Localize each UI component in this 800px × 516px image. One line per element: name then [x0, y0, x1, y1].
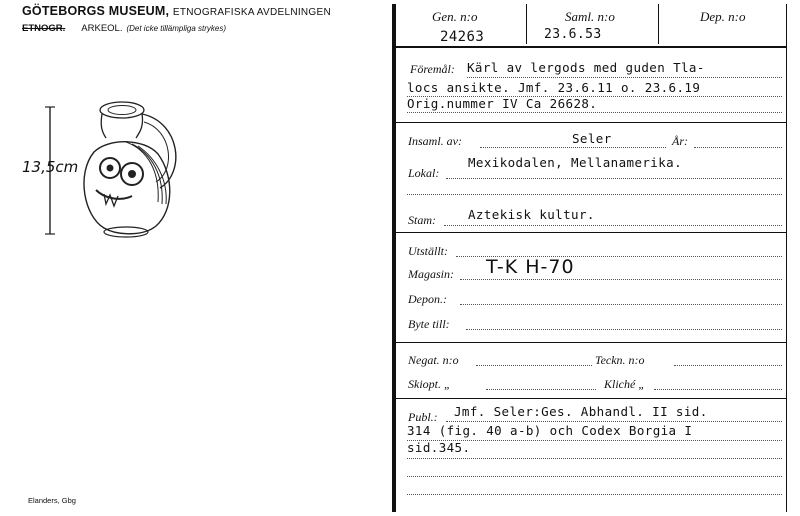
museum-heading [22, 4, 331, 18]
department-etnogr: ETNOGR. [22, 23, 66, 34]
teckn-dots [674, 365, 782, 366]
magasin-label: Magasin: [408, 267, 454, 281]
department-line [22, 23, 226, 34]
insaml-dots [480, 147, 666, 148]
foremal-dots-1 [467, 77, 782, 78]
insaml-label: Insaml. av: [408, 134, 462, 148]
foremal-rule [396, 122, 786, 123]
publ-dots-5 [407, 494, 782, 495]
lokal-label: Lokal: [408, 166, 440, 180]
utstallt-label: Utställt: [408, 244, 449, 258]
dep-number-label: Dep. n:o [700, 9, 746, 24]
saml-number-value: 23.6.53 [544, 27, 602, 42]
museum-department: ETNOGRAFISKA AVDELNINGEN [172, 7, 332, 18]
saml-number-label: Saml. n:o [565, 9, 615, 24]
foremal-line-2: locs ansikte. Jmf. 23.6.11 o. 23.6.19 [407, 80, 701, 95]
cliche-label: Kliché „ [604, 377, 645, 391]
skiopt-label: Skiopt. „ [408, 377, 451, 391]
negat-label: Negat. n:o [408, 353, 459, 367]
lokal-dots-2 [407, 194, 782, 195]
insaml-value: Seler [572, 131, 612, 146]
card-right-border [786, 4, 787, 512]
negat-dots [476, 365, 592, 366]
publ-line-2: 314 (fig. 40 a-b) och Codex Borgia I [407, 423, 693, 438]
publ-dots-4 [407, 476, 782, 477]
skiopt-dots [486, 389, 596, 390]
magasin-dots [460, 279, 782, 280]
publ-line-3: sid.345. [407, 440, 471, 455]
card-divider [392, 4, 396, 512]
stam-value: Aztekisk kultur. [468, 207, 595, 222]
byte-dots [466, 329, 782, 330]
foremal-line-1: Kärl av lergods med guden Tla- [467, 60, 705, 75]
magasin-value: T-K H-70 [486, 256, 575, 278]
publ-dots-3 [407, 458, 782, 459]
publ-label: Publ.: [408, 410, 438, 424]
stam-dots [444, 225, 782, 226]
lokal-dots-1 [446, 178, 782, 179]
height-measurement: 13,5cm [22, 158, 79, 176]
foremal-line-3: Orig.nummer IV Ca 26628. [407, 96, 598, 111]
ar-label: År: [672, 134, 688, 148]
header-rule [396, 46, 786, 48]
depon-dots [460, 304, 782, 305]
byte-rule [396, 342, 786, 343]
department-note: (Det icke tillämpliga strykes) [126, 24, 227, 33]
printer-credit: Elanders, Gbg [28, 496, 76, 505]
teckn-label: Teckn. n:o [595, 353, 645, 367]
gen-number-label: Gen. n:o [432, 9, 478, 24]
stam-rule [396, 232, 786, 233]
header-separator-1 [526, 4, 527, 44]
stam-label: Stam: [408, 213, 436, 227]
foremal-dots-3 [407, 112, 782, 113]
publ-line-1: Jmf. Seler:Ges. Abhandl. II sid. [454, 404, 708, 419]
cliche-dots [654, 389, 782, 390]
lokal-value: Mexikodalen, Mellanamerika. [468, 155, 682, 170]
museum-name: GÖTEBORGS MUSEUM, [22, 4, 170, 18]
department-arkeol: ARKEOL. [81, 23, 123, 34]
publ-dots-1 [446, 421, 782, 422]
gen-number-value: 24263 [440, 29, 485, 45]
depon-label: Depon.: [408, 292, 447, 306]
byte-label: Byte till: [408, 317, 450, 331]
foremal-label: Föremål: [410, 62, 455, 76]
header-separator-2 [658, 4, 659, 44]
skiopt-rule [396, 398, 786, 399]
ar-dots [694, 147, 782, 148]
